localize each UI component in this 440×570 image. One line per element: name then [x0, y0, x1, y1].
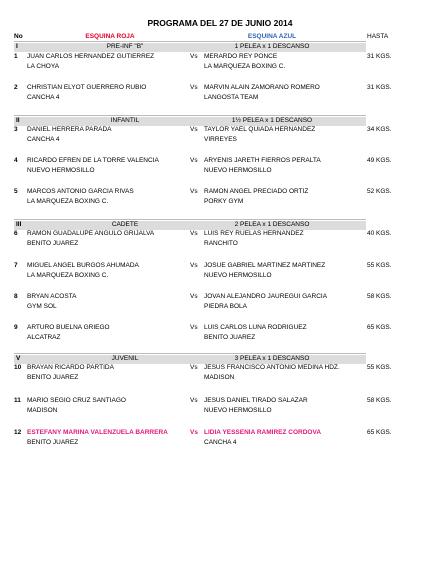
section-category: PRE-INF "B"	[106, 43, 144, 50]
blue-fighter-team: CANCHA 4	[204, 439, 237, 446]
column-header-blue-corner: ESQUINA AZUL	[247, 33, 297, 40]
red-fighter-team: LA MARQUEZA BOXING C.	[27, 198, 109, 205]
column-header-hasta: HASTA	[367, 33, 389, 40]
red-fighter-team: CANCHA 4	[27, 94, 60, 101]
blue-fighter-name: LIDIA YESSENIA RAMIREZ CORDOVA	[204, 429, 322, 436]
weight-limit: 55 KGS.	[367, 262, 392, 269]
blue-fighter-name: TAYLOR YAEL QUIADA HERNANDEZ	[204, 126, 316, 133]
blue-fighter-name: MERARDO REY PONCE	[204, 53, 278, 60]
blue-fighter-team: NUEVO HERMOSILLO	[204, 167, 272, 174]
red-fighter-name: MARCOS ANTONIO GARCIA RIVAS	[27, 188, 134, 195]
blue-fighter-team: RANCHITO	[204, 240, 238, 247]
red-fighter-name: JUAN CARLOS HERNANDEZ GUTIERREZ	[27, 53, 155, 60]
red-fighter-name: BRYAN ACOSTA	[27, 293, 77, 300]
vs-label: Vs	[190, 364, 198, 371]
vs-label: Vs	[190, 324, 198, 331]
section-divider	[14, 115, 366, 116]
blue-fighter-team: PIEDRA BOLA	[204, 303, 247, 310]
blue-fighter-team: NUEVO HERMOSILLO	[204, 407, 272, 414]
bout-number: 6	[14, 230, 18, 237]
vs-label: Vs	[190, 429, 198, 436]
red-fighter-name: ARTURO BUELNA GRIEGO	[27, 324, 110, 331]
section-roman-numeral: V	[16, 355, 21, 362]
blue-fighter-name: LUIS CARLOS LUNA RODRIGUEZ	[204, 324, 307, 331]
red-fighter-name: CHRISTIAN ELYOT GUERRERO RUBIO	[27, 84, 147, 91]
weight-limit: 31 KGS.	[367, 84, 392, 91]
bout-number: 1	[14, 53, 18, 60]
weight-limit: 31 KGS.	[367, 53, 392, 60]
blue-fighter-name: JOVAN ALEJANDRO JAUREGUI GARCIA	[204, 293, 328, 300]
section-divider	[14, 219, 366, 220]
blue-fighter-name: JESUS FRANCISCO ANTONIO MEDINA HDZ.	[204, 364, 340, 371]
bout-number: 4	[14, 157, 18, 164]
blue-fighter-team: MADISON	[204, 374, 235, 381]
blue-fighter-team: NUEVO HERMOSILLO	[204, 272, 272, 279]
bout-number: 2	[14, 84, 18, 91]
blue-fighter-team: VIRREYES	[204, 136, 237, 143]
red-fighter-team: BENITO JUAREZ	[27, 439, 79, 446]
red-fighter-name: MIGUEL ANGEL BURGOS AHUMADA	[27, 262, 139, 269]
vs-label: Vs	[190, 84, 198, 91]
red-fighter-team: LA CHOYA	[27, 63, 60, 70]
blue-fighter-team: PORKY GYM	[204, 198, 244, 205]
bout-number: 9	[14, 324, 18, 331]
bout-number: 7	[14, 262, 18, 269]
section-divider	[14, 353, 366, 354]
bout-number: 3	[14, 126, 18, 133]
red-fighter-team: ALCATRAZ	[27, 334, 61, 341]
section-format: 1½ PELEA x 1 DESCANSO	[231, 117, 313, 124]
bout-number: 8	[14, 293, 18, 300]
red-fighter-name: DANIEL HERRERA PARADA	[27, 126, 112, 133]
vs-label: Vs	[190, 397, 198, 404]
bout-number: 10	[14, 364, 22, 371]
section-category: CADETE	[111, 221, 139, 228]
program-title: PROGRAMA DEL 27 DE JUNIO 2014	[147, 18, 293, 28]
bout-number: 12	[14, 429, 22, 436]
red-fighter-name: ESTEFANY MARINA VALENZUELA BARRERA	[27, 429, 168, 436]
red-fighter-name: RICARDO EFREN DE LA TORRE VALENCIA	[27, 157, 159, 164]
blue-fighter-name: ARYENIS JARETH FIERROS PERALTA	[204, 157, 321, 164]
section-roman-numeral: III	[16, 221, 22, 228]
red-fighter-name: MARIO SEGIO CRUZ SANTIAGO	[27, 397, 126, 404]
vs-label: Vs	[190, 157, 198, 164]
blue-fighter-team: BENITO JUAREZ	[204, 334, 256, 341]
section-roman-numeral: II	[16, 117, 20, 124]
column-header-red-corner: ESQUINA ROJA	[85, 33, 135, 40]
bout-number: 5	[14, 188, 18, 195]
red-fighter-team: BENITO JUAREZ	[27, 374, 79, 381]
column-header-no: No	[14, 33, 23, 40]
blue-fighter-name: RAMON ANGEL PRECIADO ORTIZ	[204, 188, 309, 195]
blue-fighter-team: LANGOSTA TEAM	[204, 94, 259, 101]
section-category: INFANTIL	[110, 117, 140, 124]
weight-limit: 65 KGS.	[367, 324, 392, 331]
weight-limit: 58 KGS.	[367, 397, 392, 404]
weight-limit: 40 KGS.	[367, 230, 392, 237]
red-fighter-team: LA MARQUEZA BOXING C.	[27, 272, 109, 279]
section-format: 3 PELEA x 1 DESCANSO	[234, 355, 310, 362]
red-fighter-team: MADISON	[27, 407, 58, 414]
blue-fighter-name: LUIS REY RUELAS HERNANDEZ	[204, 230, 304, 237]
weight-limit: 58 KGS.	[367, 293, 392, 300]
red-fighter-team: NUEVO HERMOSILLO	[27, 167, 95, 174]
vs-label: Vs	[190, 53, 198, 60]
section-format: 1 PELEA x 1 DESCANSO	[234, 43, 310, 50]
vs-label: Vs	[190, 230, 198, 237]
red-fighter-team: GYM SOL	[27, 303, 57, 310]
red-fighter-name: BRAYAN RICARDO PARTIDA	[27, 364, 114, 371]
weight-limit: 49 KGS.	[367, 157, 392, 164]
weight-limit: 34 KGS.	[367, 126, 392, 133]
vs-label: Vs	[190, 262, 198, 269]
red-fighter-name: RAMON GUADALUPE ANGULO GRIJALVA	[27, 230, 155, 237]
blue-fighter-name: JESUS DANIEL TIRADO SALAZAR	[204, 397, 308, 404]
weight-limit: 55 KGS.	[367, 364, 392, 371]
red-fighter-team: BENITO JUAREZ	[27, 240, 79, 247]
bout-number: 11	[14, 397, 21, 404]
blue-fighter-name: JOSUE GABRIEL MARTINEZ MARTINEZ	[204, 262, 326, 269]
section-format: 2 PELEA x 1 DESCANSO	[234, 221, 310, 228]
weight-limit: 52 KGS.	[367, 188, 392, 195]
vs-label: Vs	[190, 293, 198, 300]
section-divider	[14, 41, 366, 42]
vs-label: Vs	[190, 188, 198, 195]
vs-label: Vs	[190, 126, 198, 133]
weight-limit: 65 KGS.	[367, 429, 392, 436]
red-fighter-team: CANCHA 4	[27, 136, 60, 143]
blue-fighter-name: MARVIN ALAIN ZAMORANO ROMERO	[204, 84, 320, 91]
section-category: JUVENIL	[111, 355, 139, 362]
section-roman-numeral: I	[16, 43, 18, 50]
blue-fighter-team: LA MARQUEZA BOXING C.	[204, 63, 286, 70]
